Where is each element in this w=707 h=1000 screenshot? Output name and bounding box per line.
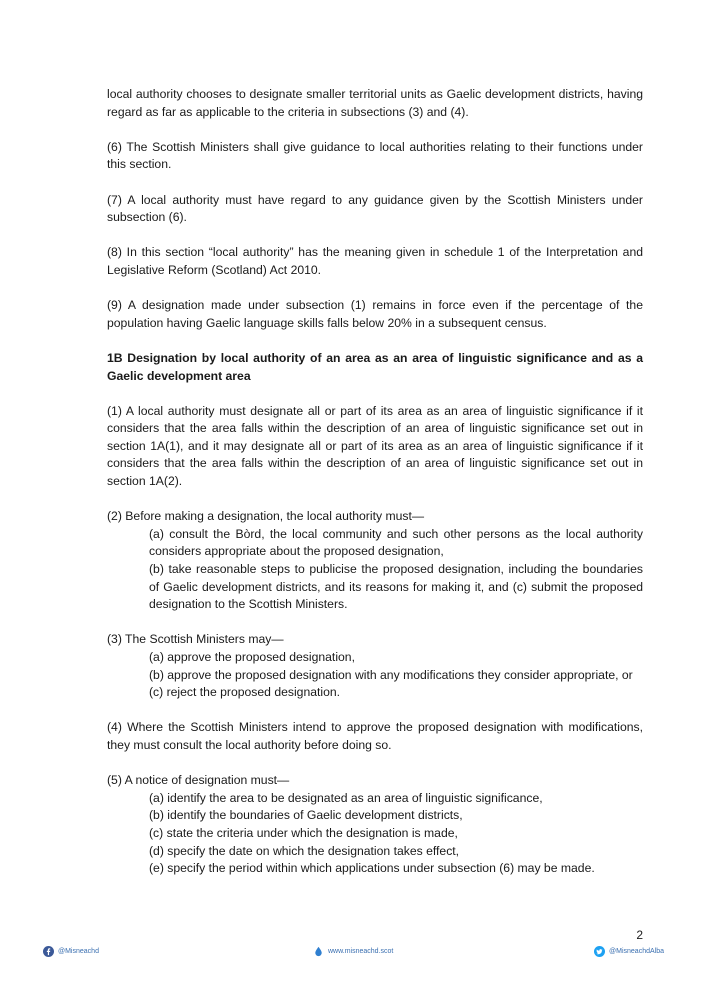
subsection-5-item-a: (a) identify the area to be designated as an area of linguistic significance, xyxy=(149,790,543,805)
subsection-3-item-b: (b) approve the proposed designation with any modifications they consider appropriate, or xyxy=(149,667,633,682)
section-heading-1b: 1B Designation by local authority of an area as an area of linguistic significance and as a Gaelic development area xyxy=(107,350,643,383)
paragraph-continuation: local authority chooses to designate smaller territorial units as Gaelic development districts, having regard as far as applicable to the criteria in subsections (3) and (4). xyxy=(107,87,643,119)
paragraph-8: (8) In this section “local authority” has the meaning given in schedule 1 of the Interpretation and Legislative Reform (Scotland) Act 2010. xyxy=(107,245,643,277)
subsection-2-item-a: (a) consult the Bòrd, the local community and such other persons as the local authority considers appropriate about the proposed designation, xyxy=(149,526,643,559)
footer-website-url: www.misneachd.scot xyxy=(328,947,394,955)
subsection-3 xyxy=(107,631,643,701)
subsection-5-intro: (5) A notice of designation must— xyxy=(107,773,290,788)
document-body xyxy=(107,86,643,895)
footer-twitter-handle: @MisneachdAlba xyxy=(609,947,664,955)
subsection-5-item-d: (d) specify the date on which the designation takes effect, xyxy=(149,843,460,858)
subsection-2-item-b: (b) take reasonable steps to publicise the proposed designation, including the boundaries of Gaelic development districts, and its reasons for making it, and (c) submit the proposed designation to the Scottish Ministers. xyxy=(149,562,643,612)
page-footer xyxy=(0,944,707,960)
footer-twitter[interactable] xyxy=(594,944,664,958)
subsection-5-item-e: (e) specify the period within which applications under subsection (6) may be made. xyxy=(149,861,595,876)
subsection-1: (1) A local authority must designate all or part of its area as an area of linguistic significance if it considers that the area falls within the description of an area of linguistic significance set out in section 1A(1), and it may designate all or part of its area as an area of linguistic significance if it considers that the area falls within the description of an area of linguistic significance set out in section 1A(2). xyxy=(107,403,643,489)
twitter-icon xyxy=(594,946,605,957)
subsection-3-intro: (3) The Scottish Ministers may— xyxy=(107,632,284,647)
subsection-3-item-c: (c) reject the proposed designation. xyxy=(149,685,341,700)
subsection-3-item-a: (a) approve the proposed designation, xyxy=(149,650,355,664)
subsection-2-intro: (2) Before making a designation, the local authority must— xyxy=(107,509,425,524)
footer-facebook[interactable] xyxy=(43,944,99,958)
footer-facebook-handle: @Misneachd xyxy=(58,947,99,955)
paragraph-7: (7) A local authority must have regard to any guidance given by the Scottish Ministers under subsection (6). xyxy=(107,192,643,225)
droplet-icon xyxy=(313,946,324,957)
facebook-icon xyxy=(43,946,54,957)
subsection-5-item-b: (b) identify the boundaries of Gaelic development districts, xyxy=(149,808,463,823)
subsection-4: (4) Where the Scottish Ministers intend to approve the proposed designation with modifications, they must consult the local authority before doing so. xyxy=(107,720,643,752)
paragraph-6: (6) The Scottish Ministers shall give guidance to local authorities relating to their functions under this section. xyxy=(107,139,643,172)
page-number: 2 xyxy=(636,928,643,942)
subsection-5-item-c: (c) state the criteria under which the designation is made, xyxy=(149,825,458,840)
subsection-2 xyxy=(107,508,643,614)
paragraph-9: (9) A designation made under subsection (1) remains in force even if the percentage of the population having Gaelic language skills falls below 20% in a subsequent census. xyxy=(107,298,643,330)
footer-website[interactable] xyxy=(313,944,393,958)
subsection-5 xyxy=(107,772,643,878)
